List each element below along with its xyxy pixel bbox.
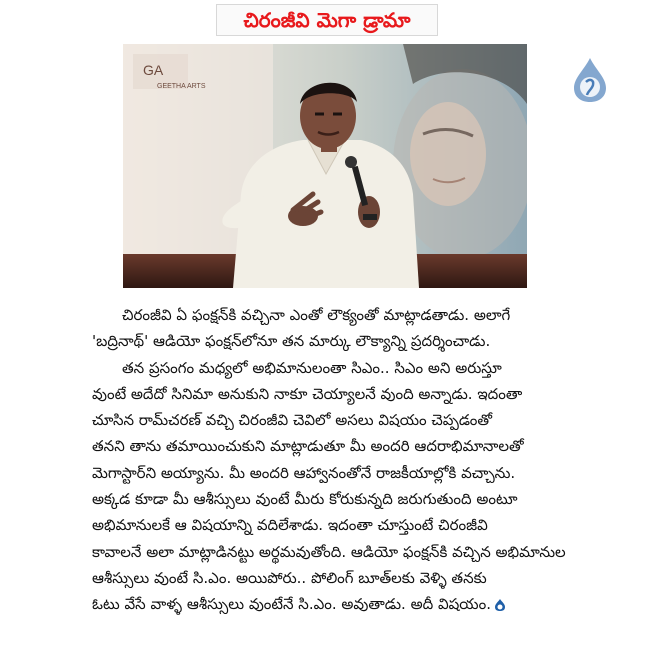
article-line-text: ఓటు వేసే వాళ్ళ ఆశీస్సులు వుంటేనే సి.ఎం. అవుతాడు. అదీ విషయం.: [92, 595, 491, 614]
article-line: అక్కడ కూడా మీ ఆశీస్సులు వుంటే మీరు కోరుకున్నది జరుగుతుంది అంటూ: [92, 490, 518, 509]
article-line: అభిమానులకే ఆ విషయాన్ని వదిలేశాడు. ఇదంతా చూస్తుంటే చిరంజీవి: [92, 516, 488, 535]
svg-text:GA: GA: [143, 62, 164, 78]
event-photo: [123, 44, 527, 288]
droplet-logo-icon: [493, 598, 507, 612]
article-title: చిరంజీవి మెగా డ్రామా: [216, 4, 438, 36]
article-line: తనని తాను తమాయించుకుని మాట్లాడుతూ మీ అందరి ఆదరాభిమానాలతో: [92, 437, 524, 456]
article-line: వుంటే అదేదో సినిమా అనుకుని నాకూ చెయ్యాలనే వుంది అన్నాడు. ఇదంతా: [92, 384, 523, 403]
article-line: చిరంజీవి ఏ ఫంక్షన్‌కి వచ్చినా ఎంతో లౌక్యంతో మాట్లాడతాడు. అలాగే: [122, 306, 511, 324]
article-body: [92, 302, 628, 618]
photo-graphic: [123, 44, 527, 288]
article-line: కావాలనే అలా మాట్లాడినట్టు అర్థమవుతోంది. ఆడియో ఫంక్షన్‌కి వచ్చిన అభిమానుల: [92, 542, 566, 561]
article-line: మెగాస్టార్‌ని అయ్యాను. మీ అందరి ఆహ్వానంతోనే రాజకీయాల్లోకి వచ్చాను.: [92, 463, 516, 482]
article-line: చూసిన రామ్‌చరణ్ వచ్చి చిరంజీవి చెవిలో అసలు విషయం చెప్పడంతో: [92, 411, 492, 430]
article-line-last: [92, 591, 628, 617]
article-line: ఆశీస్సులు వుంటే సి.ఎం. అయిపోరు.. పోలింగ్ బూత్‌లకు వెళ్ళి తనకు: [92, 568, 487, 587]
article-line: 'బద్రినాథ్' ఆడియో ఫంక్షన్‌లోనూ తన మార్కు లౌక్యాన్ని ప్రదర్శించాడు.: [92, 332, 491, 351]
droplet-logo-icon: [566, 56, 614, 104]
banner-logo-text: GEETHA ARTS: [157, 83, 206, 90]
article-line: తన ప్రసంగం మధ్యలో అభిమానులంతా సిఎం.. సిఎం అని అరుస్తూ: [122, 358, 502, 377]
